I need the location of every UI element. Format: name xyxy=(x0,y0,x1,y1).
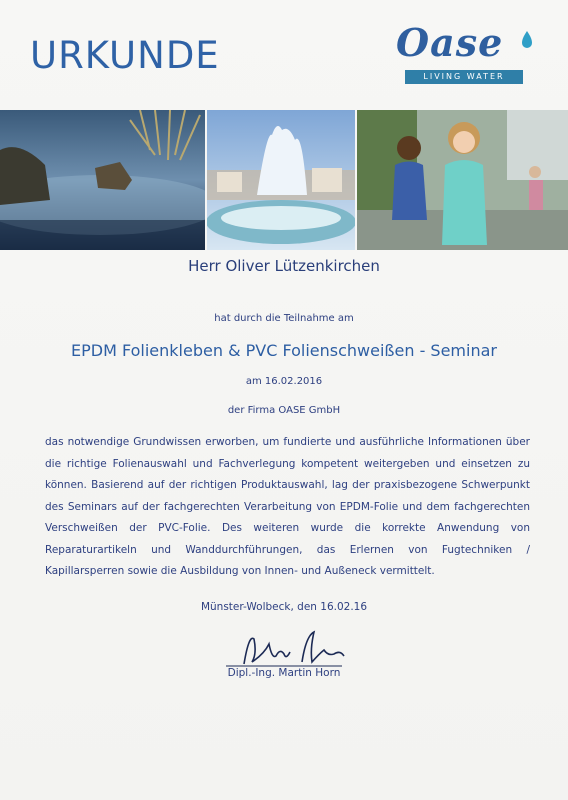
logo-tagline: LIVING WATER xyxy=(405,70,523,84)
seminar-date: am 16.02.2016 xyxy=(245,376,323,387)
intro-text: hat durch die Teilnahme am xyxy=(214,313,354,324)
oase-logo xyxy=(392,20,542,88)
signatory-name: Dipl.-Ing. Martin Horn xyxy=(227,667,341,679)
place-date: Münster-Wolbeck, den 16.02.16 xyxy=(200,601,368,613)
firm-name: der Firma OASE GmbH xyxy=(227,405,341,416)
pond-photo xyxy=(0,110,205,250)
water-drop-icon xyxy=(520,30,534,52)
seminar-title: EPDM Folienkleben & PVC Folienschweißen - Seminar xyxy=(71,341,497,360)
children-photo xyxy=(357,110,568,250)
certificate-title: URKUNDE xyxy=(30,34,220,77)
logo-wordmark: Oase xyxy=(396,20,504,65)
fountain-photo xyxy=(207,110,355,250)
photo-strip xyxy=(0,110,568,250)
certificate-body: das notwendige Grundwissen erworben, um fundierte und ausführliche Informationen über die richtige Folienauswahl und Fachverlegung kompetent weitergeben und einsetzen zu können. Basierend auf der richtigen Produktauswahl, lag der praxisbezogene Schwerpunkt des Seminars auf der fachgerechten Verarbeitung von EPDM-Folie und dem fachgerechten Verschweißen der PVC-Folie. Des weiteren wurde die korrekte Anwendung von Reparaturartikeln und Wanddurchführungen, das Erlernen von Fugtechniken / Kapillarsperren sowie die Ausbildung von Innen- und Außeneck vermittelt. xyxy=(45,436,530,577)
recipient-name: Herr Oliver Lützenkirchen xyxy=(188,257,380,275)
